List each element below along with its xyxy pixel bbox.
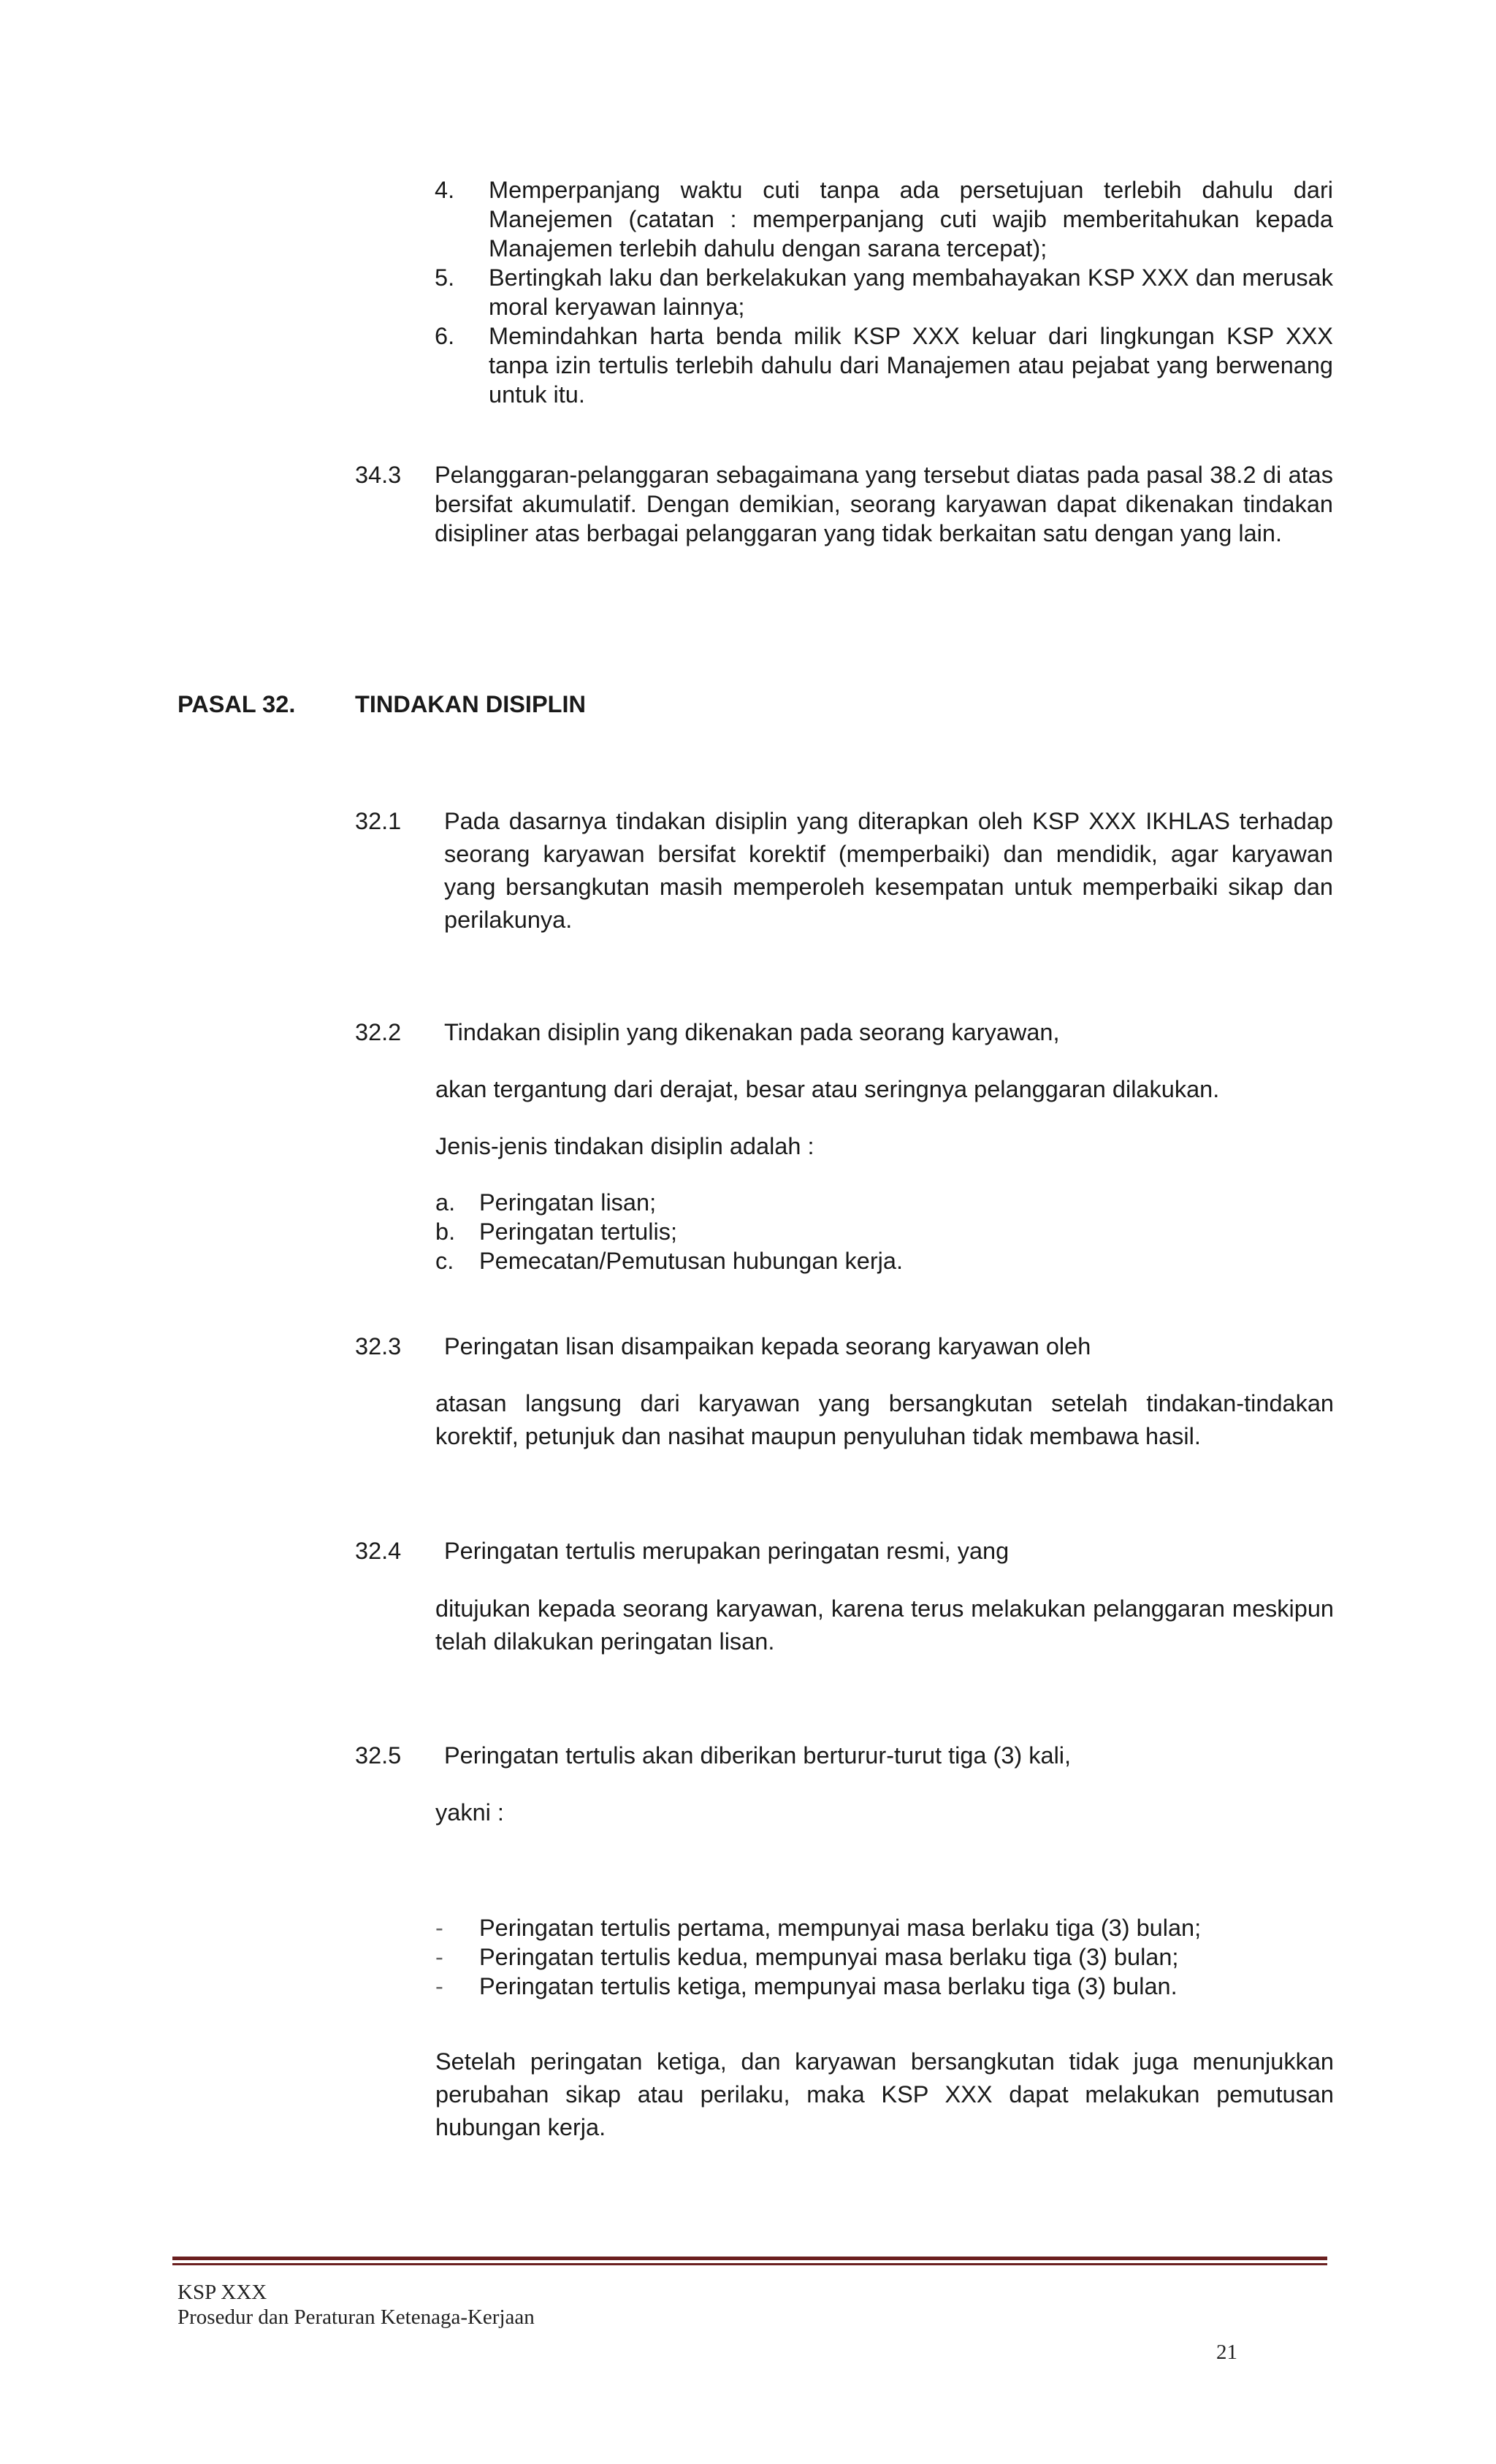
section-lead-text: Peringatan tertulis merupakan peringatan resmi, yang	[444, 1538, 1010, 1564]
section-number: 34.3	[355, 462, 402, 488]
section-lead-text: Peringatan lisan disampaikan kepada seorang karyawan oleh	[444, 1333, 1091, 1359]
article-title: TINDAKAN DISIPLIN	[355, 691, 586, 717]
section-text: Pelanggaran-pelanggaran sebagaimana yang tersebut diatas pada pasal 38.2 di atas bersifat akumulatif. Dengan demikian, seorang karyawan dapat dikenakan tindakan disipliner atas berbagai pelanggaran yang tidak berkaitan satu dengan yang lain.	[435, 462, 1333, 546]
list-item-number: 4.	[435, 177, 455, 203]
list-item-marker: a.	[435, 1189, 456, 1216]
section-number: 32.3	[355, 1333, 402, 1359]
list-item-number: 6.	[435, 323, 455, 349]
section-text: Jenis-jenis tindakan disiplin adalah :	[435, 1133, 814, 1159]
discipline-types-list	[435, 1188, 1334, 1275]
section-text: yakni :	[435, 1799, 504, 1826]
section-lead-text: Tindakan disiplin yang dikenakan pada seorang karyawan,	[444, 1019, 1060, 1045]
list-item-text: Peringatan tertulis pertama, mempunyai masa berlaku tiga (3) bulan;	[479, 1915, 1202, 1941]
footer-rule-thick	[172, 2257, 1327, 2260]
list-item	[435, 1972, 1334, 2001]
section-text: atasan langsung dari karyawan yang bersangkutan setelah tindakan-tindakan korektif, petunjuk dan nasihat maupun penyuluhan tidak membawa hasil.	[435, 1390, 1334, 1449]
list-item	[435, 175, 1333, 263]
list-item-text: Peringatan lisan;	[479, 1189, 657, 1216]
section-number: 32.2	[355, 1019, 402, 1045]
list-item-marker: -	[435, 1944, 443, 1970]
section-text: ditujukan kepada seorang karyawan, karena terus melakukan pelanggaran meskipun telah dilakukan peringatan lisan.	[435, 1595, 1334, 1655]
list-item	[435, 1913, 1334, 1942]
list-item-text: Peringatan tertulis kedua, mempunyai masa berlaku tiga (3) bulan;	[479, 1944, 1179, 1970]
section-text: akan tergantung dari derajat, besar atau seringnya pelanggaran dilakukan.	[435, 1076, 1220, 1102]
list-item-marker: -	[435, 1973, 443, 1999]
list-item-text: Peringatan tertulis;	[479, 1218, 677, 1245]
list-item-number: 5.	[435, 264, 455, 291]
section-number: 32.4	[355, 1538, 402, 1564]
list-item	[435, 1246, 1334, 1275]
list-item-text: Memindahkan harta benda milik KSP XXX keluar dari lingkungan KSP XXX tanpa izin tertulis terlebih dahulu dari Manajemen atau pejabat yang berwenang untuk itu.	[489, 323, 1333, 408]
list-item-marker: -	[435, 1915, 443, 1941]
section-number: 32.5	[355, 1742, 402, 1769]
footer-rule-thin	[172, 2263, 1327, 2265]
list-item-text: Pemecatan/Pemutusan hubungan kerja.	[479, 1248, 903, 1274]
violation-list	[435, 175, 1333, 409]
list-item	[435, 1188, 1334, 1217]
list-item	[435, 1942, 1334, 1972]
list-item	[435, 1217, 1334, 1246]
section-lead-text: Peringatan tertulis akan diberikan berturur-turut tiga (3) kali,	[444, 1742, 1072, 1769]
list-item-text: Bertingkah laku dan berkelakukan yang membahayakan KSP XXX dan merusak moral keryawan lainnya;	[489, 264, 1333, 320]
section-32-1	[355, 805, 1333, 937]
list-item-text: Memperpanjang waktu cuti tanpa ada persetujuan terlebih dahulu dari Manejemen (catatan : memperpanjang cuti wajib memberitahukan kepada Manajemen terlebih dahulu dengan sarana tercepat);	[489, 177, 1333, 262]
footer-org: KSP XXX	[178, 2281, 267, 2304]
section-text: Pada dasarnya tindakan disiplin yang diterapkan oleh KSP XXX IKHLAS terhadap seorang karyawan bersifat korektif (memperbaiki) dan mendidik, agar karyawan yang bersangkutan masih memperoleh kesempatan untuk memperbaiki sikap dan perilakunya.	[444, 808, 1333, 933]
footer-document-title: Prosedur dan Peraturan Ketenaga-Kerjaan	[178, 2305, 535, 2329]
warning-periods-list	[435, 1913, 1334, 2001]
list-item-text: Peringatan tertulis ketiga, mempunyai masa berlaku tiga (3) bulan.	[479, 1973, 1178, 1999]
list-item-marker: b.	[435, 1218, 456, 1245]
list-item	[435, 321, 1333, 409]
section-34-3	[355, 460, 1333, 548]
article-label: PASAL 32.	[178, 691, 296, 717]
page-number: 21	[1216, 2341, 1237, 2364]
section-number: 32.1	[355, 808, 402, 834]
list-item	[435, 263, 1333, 321]
list-item-marker: c.	[435, 1248, 454, 1274]
closing-paragraph: Setelah peringatan ketiga, dan karyawan bersangkutan tidak juga menunjukkan perubahan sikap atau perilaku, maka KSP XXX dapat melakukan pemutusan hubungan kerja.	[435, 2048, 1334, 2140]
